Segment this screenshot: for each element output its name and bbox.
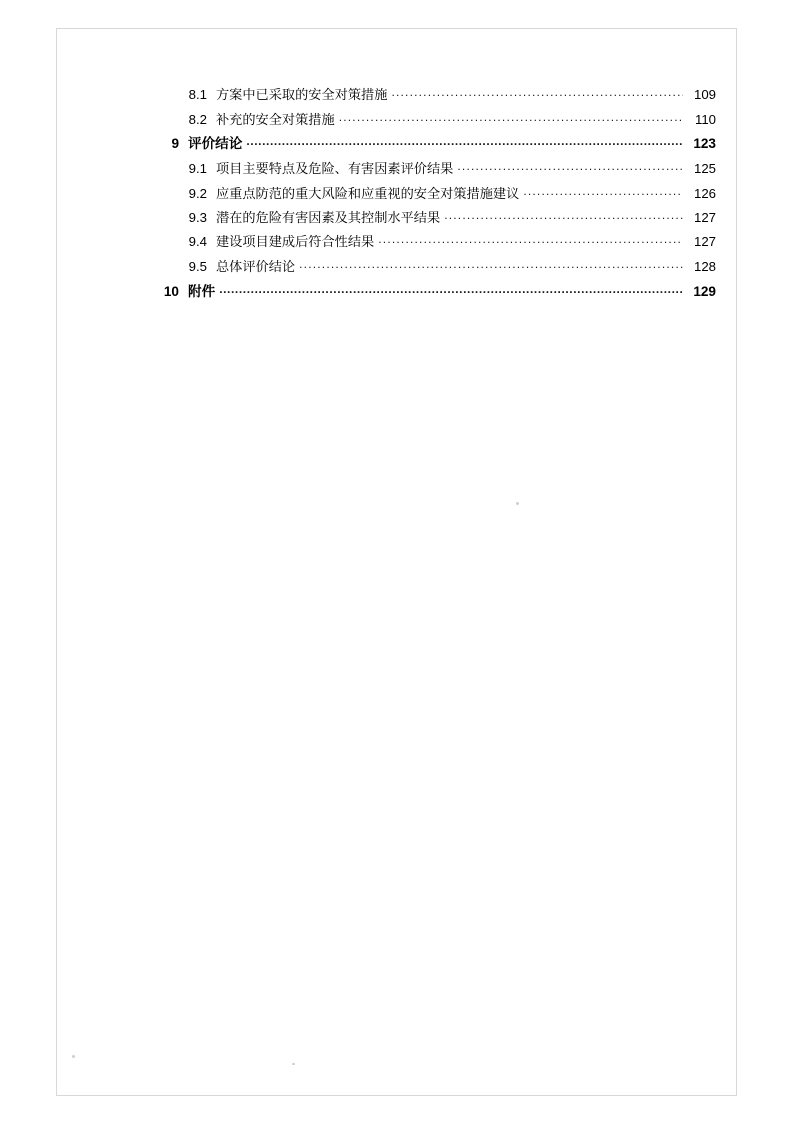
toc-leader-dots [299, 258, 683, 271]
toc-entry-title: 方案中已采取的安全对策措施 [216, 87, 388, 103]
toc-entry-number: 10 [163, 283, 179, 299]
toc-leader-dots [457, 160, 683, 173]
toc-entry-number: 9.2 [188, 185, 207, 201]
toc-entry[interactable] [92, 209, 716, 224]
toc-entry-title: 应重点防范的重大风险和应重视的安全对策措施建议 [216, 185, 520, 201]
toc-entry-page: 123 [693, 136, 716, 152]
scan-speck [292, 1063, 295, 1065]
toc-entry-title: 评价结论 [188, 136, 243, 152]
toc-entry-page: 127 [693, 234, 716, 250]
toc-entry-page: 129 [693, 283, 716, 299]
toc-leader-dots [391, 86, 683, 99]
toc-entry-page: 127 [693, 209, 716, 225]
toc-entry-number: 9.4 [188, 234, 207, 250]
toc-entry-number: 8.1 [188, 87, 207, 103]
toc-entry[interactable] [92, 160, 716, 175]
toc-leader-dots [444, 209, 683, 222]
toc-leader-dots [246, 135, 683, 149]
toc-leader-dots [339, 110, 683, 123]
toc-entry-number: 9.3 [188, 209, 207, 225]
toc-entry-title: 项目主要特点及危险、有害因素评价结果 [216, 161, 454, 177]
toc-entry-page: 125 [693, 161, 716, 177]
table-of-contents [92, 86, 716, 307]
toc-entry-page: 109 [693, 87, 716, 103]
toc-entry-number: 8.2 [188, 111, 207, 127]
toc-entry-title: 补充的安全对策措施 [216, 111, 335, 127]
toc-entry-title: 建设项目建成后符合性结果 [216, 234, 375, 250]
toc-entry[interactable] [92, 110, 716, 125]
toc-entry-page: 128 [693, 258, 716, 274]
toc-entry[interactable] [92, 258, 716, 273]
toc-entry-title: 潜在的危险有害因素及其控制水平结果 [216, 209, 441, 225]
toc-leader-dots [523, 184, 683, 197]
toc-entry-number: 9.1 [188, 161, 207, 177]
toc-leader-dots [219, 282, 683, 296]
toc-entry-number: 9.5 [188, 258, 207, 274]
toc-entry-title: 附件 [188, 283, 216, 299]
toc-entry-number: 9 [171, 136, 179, 152]
scan-speck [516, 502, 519, 505]
toc-entry[interactable] [92, 86, 716, 101]
toc-entry[interactable] [92, 282, 716, 298]
toc-entry[interactable] [92, 184, 716, 199]
scan-speck [72, 1055, 75, 1058]
toc-entry-title: 总体评价结论 [216, 258, 296, 274]
toc-entry[interactable] [92, 135, 716, 151]
toc-entry[interactable] [92, 233, 716, 248]
toc-entry-page: 110 [694, 111, 716, 127]
toc-leader-dots [378, 233, 683, 246]
toc-entry-page: 126 [693, 185, 716, 201]
